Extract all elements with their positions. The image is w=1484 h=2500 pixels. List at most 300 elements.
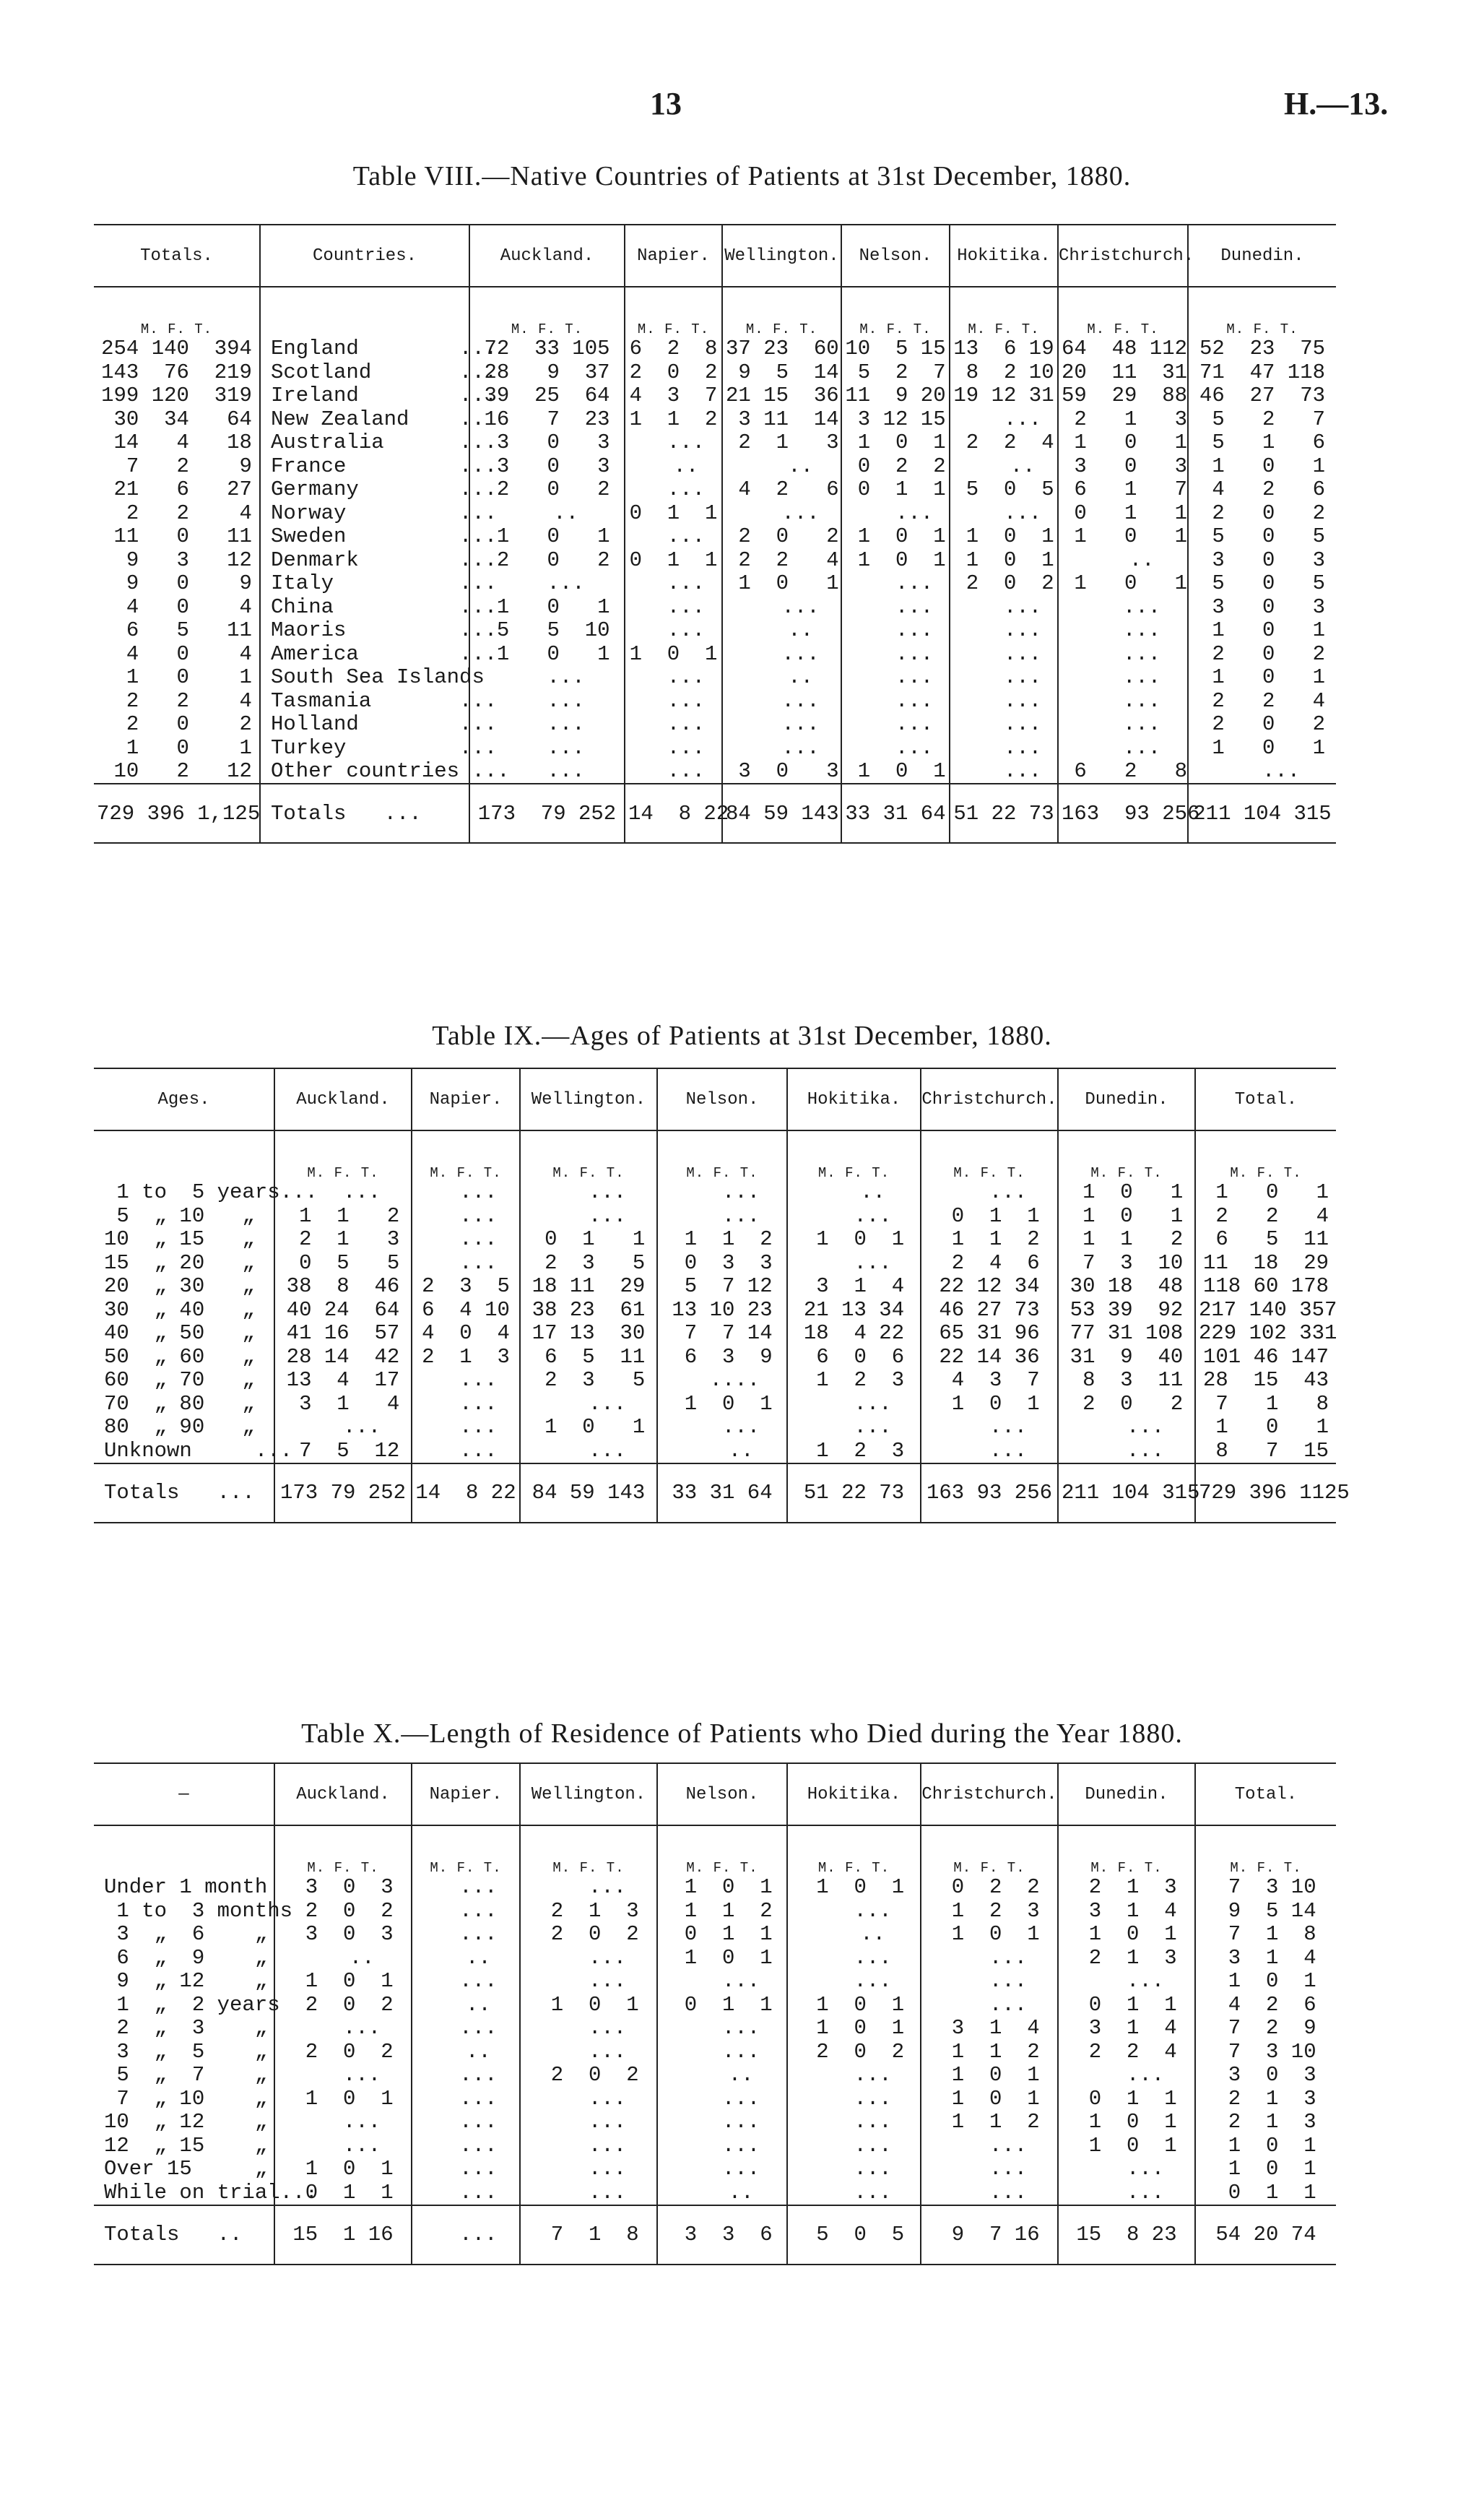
data-cell: 5 0 5	[1188, 572, 1336, 596]
row-label: France ...	[260, 455, 469, 479]
data-cell: ..	[625, 455, 722, 479]
data-cell: ...	[412, 2111, 520, 2134]
data-cell: 0 1 1	[625, 549, 722, 573]
data-cell: 1 0 1	[1188, 619, 1336, 643]
data-cell: 1 0 1	[787, 1994, 921, 2017]
data-cell: ...	[950, 596, 1058, 620]
data-cell: 5 5 10	[469, 619, 625, 643]
data-cell: 13 10 23	[657, 1299, 787, 1323]
data-cell: ...	[625, 737, 722, 761]
data-cell: ...	[921, 1416, 1058, 1440]
table9-header: Total.	[1195, 1068, 1336, 1130]
totals-cell: 84 59 143	[520, 1463, 657, 1523]
data-cell: ...	[1188, 760, 1336, 784]
data-cell: ...	[412, 1923, 520, 1947]
data-cell: 10 2 12	[101, 759, 252, 783]
data-cell: ...	[657, 1416, 787, 1440]
data-cell: ...	[274, 2134, 412, 2158]
data-cell: 1 0 1	[1188, 455, 1336, 479]
column-subheader: M. F. T.	[1188, 287, 1336, 337]
column-subheader: M. F. T.	[1058, 1825, 1195, 1876]
data-cell: 2 0 2	[469, 549, 625, 573]
data-cell: ...	[950, 643, 1058, 667]
data-cell: 5 0 5	[1188, 525, 1336, 549]
row-label: 70 „ 80 „	[104, 1391, 255, 1416]
data-cell: ...	[841, 502, 950, 526]
data-cell: ...	[625, 431, 722, 455]
data-cell: ...	[1058, 690, 1188, 714]
totals-cell: 15 1 16	[274, 2205, 412, 2265]
data-cell: ...	[625, 525, 722, 549]
table-row	[94, 2064, 1336, 2088]
data-cell: 1 0 1	[787, 2017, 921, 2041]
data-cell: ..	[657, 1440, 787, 1463]
data-cell: 1 0 1	[921, 1923, 1058, 1947]
row-label: 3 „ 5 „	[104, 2039, 268, 2064]
data-cell: 72 33 105	[469, 337, 625, 361]
data-cell: ...	[787, 2158, 921, 2181]
data-cell: ...	[722, 690, 841, 714]
data-cell: 1 0 1	[1058, 1181, 1195, 1205]
table-row	[94, 1900, 1336, 1924]
data-cell: ...	[520, 1876, 657, 1900]
data-cell: 1 0 1	[469, 596, 625, 620]
data-cell: 0 1 1	[1058, 1994, 1195, 2017]
data-cell: ...	[950, 760, 1058, 784]
data-cell: ...	[412, 1876, 520, 1900]
table-row	[94, 666, 1336, 690]
data-cell: 4 3 7	[625, 384, 722, 408]
data-cell: 3 0 3	[274, 1923, 412, 1947]
data-cell: ...	[274, 2017, 412, 2041]
data-cell: ...	[520, 1393, 657, 1416]
data-cell: 1 0 1	[722, 572, 841, 596]
data-cell: ..	[722, 666, 841, 690]
data-cell: ...	[841, 572, 950, 596]
row-label: Under 1 month	[104, 1875, 268, 1899]
data-cell: 1 0 1	[950, 525, 1058, 549]
data-cell: 1 0 1	[469, 525, 625, 549]
table8-header: Hokitika.	[950, 225, 1058, 287]
data-cell: 2 1 3	[722, 431, 841, 455]
data-cell: ...	[841, 596, 950, 620]
data-cell: ...	[657, 1970, 787, 1994]
row-label: 60 „ 70 „	[104, 1368, 255, 1392]
data-cell: 1 0 1	[1058, 2134, 1195, 2158]
table-row	[94, 2134, 1336, 2158]
data-cell: ...	[412, 1416, 520, 1440]
data-cell: 2 3 5	[412, 1275, 520, 1299]
data-cell: 2 2 4	[1058, 2041, 1195, 2064]
data-cell: 1 0 1	[950, 549, 1058, 573]
data-cell: 22 12 34	[921, 1275, 1058, 1299]
data-cell: 2 0 2	[950, 572, 1058, 596]
data-cell: 0 1 1	[1058, 2088, 1195, 2111]
data-cell: ...	[1058, 666, 1188, 690]
column-subheader: M. F. T.	[657, 1825, 787, 1876]
table-row	[94, 1252, 1336, 1276]
data-cell: 5 2 7	[841, 361, 950, 385]
row-label: Unknown ...	[104, 1438, 293, 1463]
data-cell: 28 9 37	[469, 361, 625, 385]
table-row	[94, 1947, 1336, 1971]
row-label: America ...	[260, 643, 469, 667]
table-row	[94, 2041, 1336, 2064]
table-row	[94, 337, 1336, 361]
data-cell: ...	[722, 737, 841, 761]
data-cell: ...	[520, 1440, 657, 1463]
data-cell: 1 0 1	[921, 1393, 1058, 1416]
data-cell: 2 0 2	[274, 1900, 412, 1924]
data-cell: 2 0 2	[520, 2064, 657, 2088]
column-subheader: M. F. T.	[841, 287, 950, 337]
data-cell: 3 1 4	[1195, 1947, 1336, 1971]
data-cell: 1 0 1	[841, 760, 950, 784]
totals-cell: 9 7 16	[921, 2205, 1058, 2265]
data-cell: 41 16 57	[274, 1322, 412, 1346]
data-cell: 38 8 46	[274, 1275, 412, 1299]
subheader-row	[94, 1825, 1336, 1876]
data-cell: 7 7 14	[657, 1322, 787, 1346]
column-subheader: M. F. T.	[1058, 1130, 1195, 1181]
table-row	[94, 1876, 1336, 1900]
table-row	[94, 361, 1336, 385]
column-subheader: M. F. T.	[921, 1130, 1058, 1181]
totals-cell: 14 8 22	[625, 784, 722, 843]
data-cell: 2 0 2	[274, 2041, 412, 2064]
row-label: 7 „ 10 „	[104, 2086, 268, 2111]
data-cell: 11 9 20	[841, 384, 950, 408]
data-cell: 17 13 30	[520, 1322, 657, 1346]
data-cell: 1 0 1	[1058, 431, 1188, 455]
data-cell: 5 1 6	[1188, 431, 1336, 455]
data-cell: 1 0 1	[101, 665, 252, 689]
data-cell: 6 5 11	[101, 618, 252, 642]
column-subheader: M. F. T.	[787, 1825, 921, 1876]
data-cell: ...	[787, 2064, 921, 2088]
data-cell: 2 1 3	[520, 1900, 657, 1924]
table-row	[94, 455, 1336, 479]
data-cell: 13 4 17	[274, 1369, 412, 1393]
data-cell: 1 0 1	[274, 2088, 412, 2111]
column-subheader: M. F. T.	[140, 321, 213, 337]
totals-label: Totals ...	[260, 784, 469, 843]
totals-cell: 729 396 1125	[1195, 1463, 1336, 1523]
data-cell: ...	[921, 1947, 1058, 1971]
data-cell: 7 1 8	[1195, 1923, 1336, 1947]
data-cell: ...	[412, 2181, 520, 2205]
data-cell: 7 5 12	[274, 1440, 412, 1463]
column-subheader	[260, 287, 469, 337]
row-label: 50 „ 60 „	[104, 1344, 255, 1369]
data-cell: 0 2 2	[841, 455, 950, 479]
data-cell: ...	[657, 2041, 787, 2064]
table9-header: Wellington.	[520, 1068, 657, 1130]
column-subheader: M. F. T.	[412, 1825, 520, 1876]
table-row	[94, 1369, 1336, 1393]
totals-cell: 211 104 315	[1188, 784, 1336, 843]
data-cell: 4 0 4	[101, 594, 252, 619]
data-cell: 64 48 112	[1058, 337, 1188, 361]
data-cell: 2 2 4	[101, 501, 252, 525]
data-cell: ...	[625, 690, 722, 714]
data-cell: ...	[921, 1994, 1058, 2017]
table-row	[94, 1228, 1336, 1252]
data-cell: 3 0 3	[1188, 596, 1336, 620]
data-cell: ...	[625, 666, 722, 690]
row-label: China ...	[260, 596, 469, 620]
data-cell: 0 2 2	[921, 1876, 1058, 1900]
table-row	[94, 1205, 1336, 1229]
data-cell: 21 6 27	[101, 477, 252, 501]
data-cell: 5 7 12	[657, 1275, 787, 1299]
data-cell: ...	[950, 737, 1058, 761]
data-cell: ...	[787, 1970, 921, 1994]
data-cell: 1 2 3	[787, 1369, 921, 1393]
column-subheader: M. F. T.	[1195, 1130, 1336, 1181]
data-cell: 1 0 1	[1058, 525, 1188, 549]
data-cell: ...	[625, 478, 722, 502]
data-cell: 3 0 3	[722, 760, 841, 784]
totals-cell: 33 31 64	[841, 784, 950, 843]
data-cell: 3 11 14	[722, 408, 841, 432]
data-cell: 20 11 31	[1058, 361, 1188, 385]
data-cell: 71 47 118	[1188, 361, 1336, 385]
data-cell: 1 0 1	[921, 2064, 1058, 2088]
table-row	[94, 1299, 1336, 1323]
row-label: Australia ...	[260, 431, 469, 455]
table10-title: Table X.—Length of Residence of Patients who Died during the Year 1880.	[301, 1718, 1183, 1749]
data-cell: ..	[657, 2064, 787, 2088]
data-cell: ...	[625, 572, 722, 596]
table-row	[94, 643, 1336, 667]
data-cell: 21 13 34	[787, 1299, 921, 1323]
table8-header: Christchurch.	[1058, 225, 1188, 287]
row-label: Germany ...	[260, 478, 469, 502]
data-cell: ...	[921, 1440, 1058, 1463]
data-cell: 7 1 8	[1195, 1393, 1336, 1416]
table9-header: Napier.	[412, 1068, 520, 1130]
data-cell: 52 23 75	[1188, 337, 1336, 361]
totals-cell: 173 79 252	[469, 784, 625, 843]
data-cell: ...	[787, 2111, 921, 2134]
data-cell: ...	[1058, 2158, 1195, 2181]
data-cell: ...	[841, 643, 950, 667]
data-cell: 7 3 10	[1058, 1252, 1195, 1276]
totals-row	[94, 2205, 1336, 2265]
data-cell: 0 1 1	[274, 2181, 412, 2205]
column-subheader: M. F. T.	[722, 287, 841, 337]
data-cell: 1 0 1	[1195, 1970, 1336, 1994]
row-label: 80 „ 90 „	[104, 1415, 255, 1439]
table9	[94, 1068, 1350, 1523]
data-cell: 2 2 4	[101, 688, 252, 713]
data-cell: ...	[787, 1393, 921, 1416]
totals-cell: 54 20 74	[1195, 2205, 1336, 2265]
data-cell: 2 0 2	[1058, 1393, 1195, 1416]
data-cell: 1 1 2	[657, 1228, 787, 1252]
data-cell: ....	[657, 1369, 787, 1393]
data-cell: ...	[950, 666, 1058, 690]
data-cell: 7 2 9	[101, 454, 252, 478]
data-cell: 1 0 1	[1195, 1181, 1336, 1205]
data-cell: 1 0 1	[841, 431, 950, 455]
row-label: Italy ...	[260, 572, 469, 596]
row-label: 6 „ 9 „	[104, 1945, 268, 1970]
data-cell: ...	[657, 2088, 787, 2111]
data-cell: 3 0 3	[1058, 455, 1188, 479]
row-label: England ...	[260, 337, 469, 361]
data-cell: 1 1 2	[921, 1228, 1058, 1252]
table-row	[94, 2158, 1336, 2181]
data-cell: ...	[625, 713, 722, 737]
table9-header: Christchurch.	[921, 1068, 1058, 1130]
column-subheader: M. F. T.	[950, 287, 1058, 337]
table-row	[94, 408, 1336, 432]
data-cell: ...	[1058, 1970, 1195, 1994]
table-row	[94, 690, 1336, 714]
table8-header: Auckland.	[469, 225, 625, 287]
data-cell: 8 2 10	[950, 361, 1058, 385]
data-cell: 2 0 2	[787, 2041, 921, 2064]
totals-cell: ...	[412, 2205, 520, 2265]
data-cell: ...	[722, 713, 841, 737]
data-cell: 53 39 92	[1058, 1299, 1195, 1323]
table8-header: Napier.	[625, 225, 722, 287]
data-cell: 3 1 4	[274, 1393, 412, 1416]
column-subheader: M. F. T.	[787, 1130, 921, 1181]
data-cell: 2 0 2	[1188, 643, 1336, 667]
data-cell: 1 1 2	[657, 1900, 787, 1924]
data-cell: 1 2 3	[787, 1440, 921, 1463]
table-row	[94, 1346, 1336, 1370]
data-cell: 1 0 1	[101, 735, 252, 760]
data-cell: ...	[520, 2041, 657, 2064]
table-row	[94, 1970, 1336, 1994]
data-cell: 38 23 61	[520, 1299, 657, 1323]
data-cell: ...	[787, 2181, 921, 2205]
data-cell: 2 4 6	[921, 1252, 1058, 1276]
data-cell: ...	[412, 1205, 520, 1229]
data-cell: ...	[950, 690, 1058, 714]
data-cell: 0 3 3	[657, 1252, 787, 1276]
data-cell: ...	[1058, 2181, 1195, 2205]
table-row	[94, 760, 1336, 784]
data-cell: ..	[412, 2041, 520, 2064]
data-cell: ...	[520, 2088, 657, 2111]
data-cell: ...	[274, 2111, 412, 2134]
data-cell: 30 34 64	[101, 407, 252, 431]
data-cell: 59 29 88	[1058, 384, 1188, 408]
data-cell: ..	[657, 2181, 787, 2205]
data-cell: ...	[520, 1947, 657, 1971]
data-cell: ..	[787, 1923, 921, 1947]
data-cell: 3 0 3	[1188, 549, 1336, 573]
column-subheader: M. F. T.	[657, 1130, 787, 1181]
table-row	[94, 1994, 1336, 2017]
row-label: Turkey ...	[260, 737, 469, 761]
data-cell: ..	[469, 502, 625, 526]
column-subheader: M. F. T.	[520, 1130, 657, 1181]
data-cell: ...	[520, 1970, 657, 1994]
table-row	[94, 2088, 1336, 2111]
data-cell: ...	[274, 2064, 412, 2088]
data-cell: 3 0 3	[1195, 2064, 1336, 2088]
data-cell: ...	[412, 1393, 520, 1416]
data-cell: 1 0 1	[274, 1970, 412, 1994]
data-cell: ...	[787, 2088, 921, 2111]
data-cell: 2 1 3	[1058, 1876, 1195, 1900]
data-cell: ...	[469, 666, 625, 690]
data-cell: ...	[520, 2158, 657, 2181]
table8-header: Totals.	[94, 225, 260, 287]
table-row	[94, 1181, 1336, 1205]
column-subheader	[94, 1825, 274, 1876]
table9-title: Table IX.—Ages of Patients at 31st December, 1880.	[432, 1021, 1052, 1051]
table10-header: Napier.	[412, 1763, 520, 1825]
data-cell: 1 1 2	[921, 2111, 1058, 2134]
data-cell: 4 2 6	[722, 478, 841, 502]
data-cell: 3 12 15	[841, 408, 950, 432]
data-cell: 199 120 319	[101, 384, 252, 407]
data-cell: ...	[841, 713, 950, 737]
data-cell: ...	[1058, 1416, 1195, 1440]
data-cell: 22 14 36	[921, 1346, 1058, 1370]
data-cell: ..	[274, 1947, 412, 1971]
table-row	[94, 713, 1336, 737]
table-row	[94, 572, 1336, 596]
data-cell: ...	[921, 1970, 1058, 1994]
totals-cell: 33 31 64	[657, 1463, 787, 1523]
data-cell: 0 1 1	[841, 478, 950, 502]
row-label: Maoris ...	[260, 619, 469, 643]
data-cell: ...	[520, 2134, 657, 2158]
data-cell: 28 15 43	[1195, 1369, 1336, 1393]
data-cell: 2 0 2	[1188, 713, 1336, 737]
data-cell: 1 0 1	[520, 1994, 657, 2017]
table10-header: —	[94, 1763, 274, 1825]
data-cell: ...	[1058, 1440, 1195, 1463]
table-row	[94, 619, 1336, 643]
data-cell: 0 1 1	[1058, 502, 1188, 526]
data-cell: 7 2 9	[1195, 2017, 1336, 2041]
column-subheader: M. F. T.	[1058, 287, 1188, 337]
data-cell: 2 0 2	[274, 1994, 412, 2017]
data-cell: 1 0 1	[1195, 2134, 1336, 2158]
data-cell: ...	[274, 1181, 412, 1205]
table8-header: Nelson.	[841, 225, 950, 287]
data-cell: 2 2 4	[1188, 690, 1336, 714]
totals-cell: 15 8 23	[1058, 2205, 1195, 2265]
data-cell: 1 2 3	[921, 1900, 1058, 1924]
totals-row	[94, 1463, 1336, 1523]
totals-cell: 51 22 73	[950, 784, 1058, 843]
data-cell: 31 9 40	[1058, 1346, 1195, 1370]
data-cell: ...	[841, 737, 950, 761]
table9-header: Nelson.	[657, 1068, 787, 1130]
data-cell: 217 140 357	[1195, 1299, 1336, 1323]
table10-header: Hokitika.	[787, 1763, 921, 1825]
data-cell: 1 0 1	[1058, 1923, 1195, 1947]
table-row	[94, 525, 1336, 549]
data-cell: 4 3 7	[921, 1369, 1058, 1393]
data-cell: 2 0 2	[469, 478, 625, 502]
data-cell: 1 0 1	[1058, 2111, 1195, 2134]
table8-title: Table VIII.—Native Countries of Patients at 31st December, 1880.	[352, 161, 1132, 191]
data-cell: ..	[722, 619, 841, 643]
row-label: 1 to 5 years...	[104, 1180, 318, 1204]
table-row	[94, 2017, 1336, 2041]
